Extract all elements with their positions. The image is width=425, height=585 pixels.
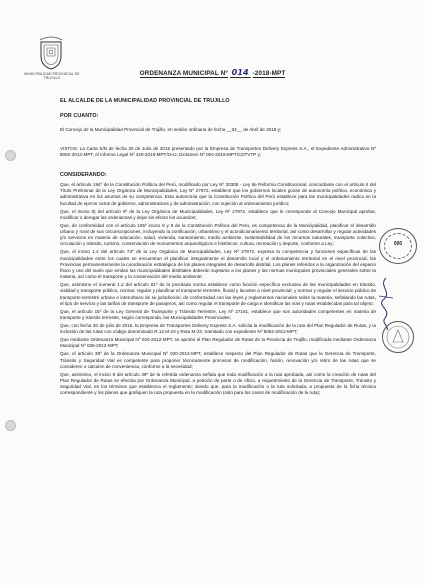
ordinance-title (0, 68, 425, 78)
considerando-heading: CONSIDERANDO: (60, 172, 107, 178)
considerando-paragraph: Que, el inciso 1.4 del artículo 73º de la Ley Orgánica de Municipalidades, Ley Nº 27972, expresa la competencia y funciones específicas de las municipalidades entre los cuales se encuentran el planificar integralmente el desarrollo local y el ordenamiento territorial en el nivel provincial, las Provincias permanentemente la coordinación estratégica de los planes integrales de desarrollo distrital. Los planes referidos a la organización del espacio físico y uso del suelo que emitan las municipalidades distritales deberán sujetarse a los planes y las normas municipales provinciales generales sobre la materia, así como el transporte y la conservación del medio ambiente; (60, 249, 376, 280)
considerando-paragraph: Que, asimismo el numeral 1.2 del artículo 81º de la precitada norma establece como función específica exclusiva de las municipalidades en tránsito, vialidad y transporte público, normar, regular y planificar el transporte terrestre, fluvial y lacustre a nivel provincial; y normar y regular el servicio público de transporte terrestre urbano e interurbano de su jurisdicción, de conformidad con las leyes y reglamentos nacionales sobre la materia, señalando las rutas, el tipo de servicio y las tarifas de transporte de pasajeros, así como regular el transporte de carga e identificar las vías y rutas establecidas para tal objeto; (60, 282, 376, 306)
municipality-caption: MUNICIPALIDAD PROVINCIAL DE TRUJILLO (24, 72, 80, 80)
considerando-paragraph: Que, el artículo 39º de la Ordenanza Municipal Nº 020-2012-MPT, establece respecto del Plan Regulador de Rutas que la Gerencia de Transporte, Tránsito y Seguridad Vial es competente para proponer técnicamente procesos de modificación, fusión, renovación y/o retiro de las rutas que se consideren o calculen de conveniencia, conforme a la necesidad; (60, 351, 376, 369)
margin-seal-icon (381, 320, 415, 354)
session-paragraph: El Concejo de la Municipalidad Provincial de Trujillo, en sesión ordinaria de fecha __04__ de Abril de 2018 y; (60, 127, 282, 132)
considerando-paragraph: Que, de conformidad con el artículo 195º inciso 6 y 8 de la Constitución Política del Perú, es competencia de la Municipalidad, planificar el desarrollo urbano y rural de sus circunscripciones, incluyendo la zonificación, urbanismo y el acondicionamiento territorial, así como desarrollar y regular actividades y/o servicios en materia de educación, salud, vivienda, saneamiento, medio ambiente, sustentabilidad de los recursos naturales, transporte colectivo, circulación y tránsito, turismo, conservación de monumentos arqueológicos e históricos, cultura, recreación y deporte, conforme a Ley; (60, 222, 376, 247)
ordinance-suffix: -2018-MPT (252, 70, 286, 77)
municipal-coat-of-arms-icon (38, 36, 64, 70)
punch-hole (5, 420, 16, 431)
punch-hole (5, 150, 16, 161)
por-cuanto-heading: POR CUANTO: (60, 113, 99, 119)
considerando-paragraph: Que, el artículo 15º de la Ley General de Transporte y Tránsito Terrestre, Ley Nº 27181, establece que son autoridades competentes en materia de transporte y tránsito terrestre, según corresponda, las Municipalidades Provinciales; (60, 308, 376, 321)
ordinance-prefix: ORDENANZA MUNICIPAL Nº (139, 70, 228, 77)
considerando-paragraph: Que, el artículo 194º de la Constitución Política del Perú, modificado por Ley Nº 30305 - Ley de Reforma Constitucional, concordante con el artículo II del Título Preliminar de la Ley Orgánica de Municipalidades, Ley Nº 27972, establece que los gobiernos locales gozan de autonomía política, económica y administrativa en los asuntos de su competencia. Esta autonomía que la Constitución Política del Perú establece para las municipalidades radica en la facultad de ejercer actos de gobierno, administrativos y de administración, con sujeción al ordenamiento jurídico; (60, 182, 376, 206)
considerando-paragraph: Que mediante Ordenanza Municipal Nº 020-2012-MPT, se aprobó el Plan Regulador de Rutas de la Provincia de Trujillo, modificada mediante Ordenanza Municipal Nº 028-2012-MPT; (60, 337, 376, 349)
considerandos-list (60, 182, 376, 398)
authority-heading: EL ALCALDE DE LA MUNICIPALIDAD PROVINCIAL DE TRUJILLO (60, 98, 230, 104)
folio-number: 000 (393, 241, 403, 247)
folio-stamp (379, 228, 417, 264)
vistos-paragraph: VISTOS: La Carta S/N de fecha 30 de Julio de 2015 presentado por la Empresa de Transportes Delivery Express S.A., el Expediente Administrativo Nº 8052-2012-MPT, el Informe Legal Nº 420-2018-MPT/OAJ, Dictamen Nº 004-2018-MPT/CDTVTP y; (60, 146, 376, 158)
ordinance-number: 014 (231, 68, 249, 77)
considerando-paragraph: Que, con fecha 30 de julio de 2015, la Empresa de Transportes Delivery Express S.A. solicita la modificación de la ruta del Plan Regulador de Rutas, y la inclusión de las rutas con código denominado R.12.M-23 y Ruta M-22, tramitado con expediente Nº 8052-2012-MPT; (60, 323, 376, 335)
considerando-paragraph: Que, asimismo, el inciso 8 del artículo 39º de la referida ordenanza señala que toda modificación a la ruta aprobada, así como la creación de rutas del Plan Regulador de Rutas se efectúa por Ordenanza Municipal, a petición de parte o de oficio, a requerimiento de la Gerencia de Transporte, Tránsito y Seguridad Vial, en los términos que establezca el reglamento; siendo que, para la modificación o la ruta solicitada, a propuesta de la ficha técnica correspondiente y los planos que grafiquen la ruta propuesta en la modificación (solo para los casos de modificación de la ruta); (60, 371, 376, 396)
considerando-paragraph: Que, el inciso 8) del artículo 9º de la Ley Orgánica de Municipalidades, Ley Nº 27972, establece que le corresponde al Concejo Municipal aprobar, modificar o derogar las ordenanzas y dejar sin efecto los acuerdos; (60, 208, 376, 220)
